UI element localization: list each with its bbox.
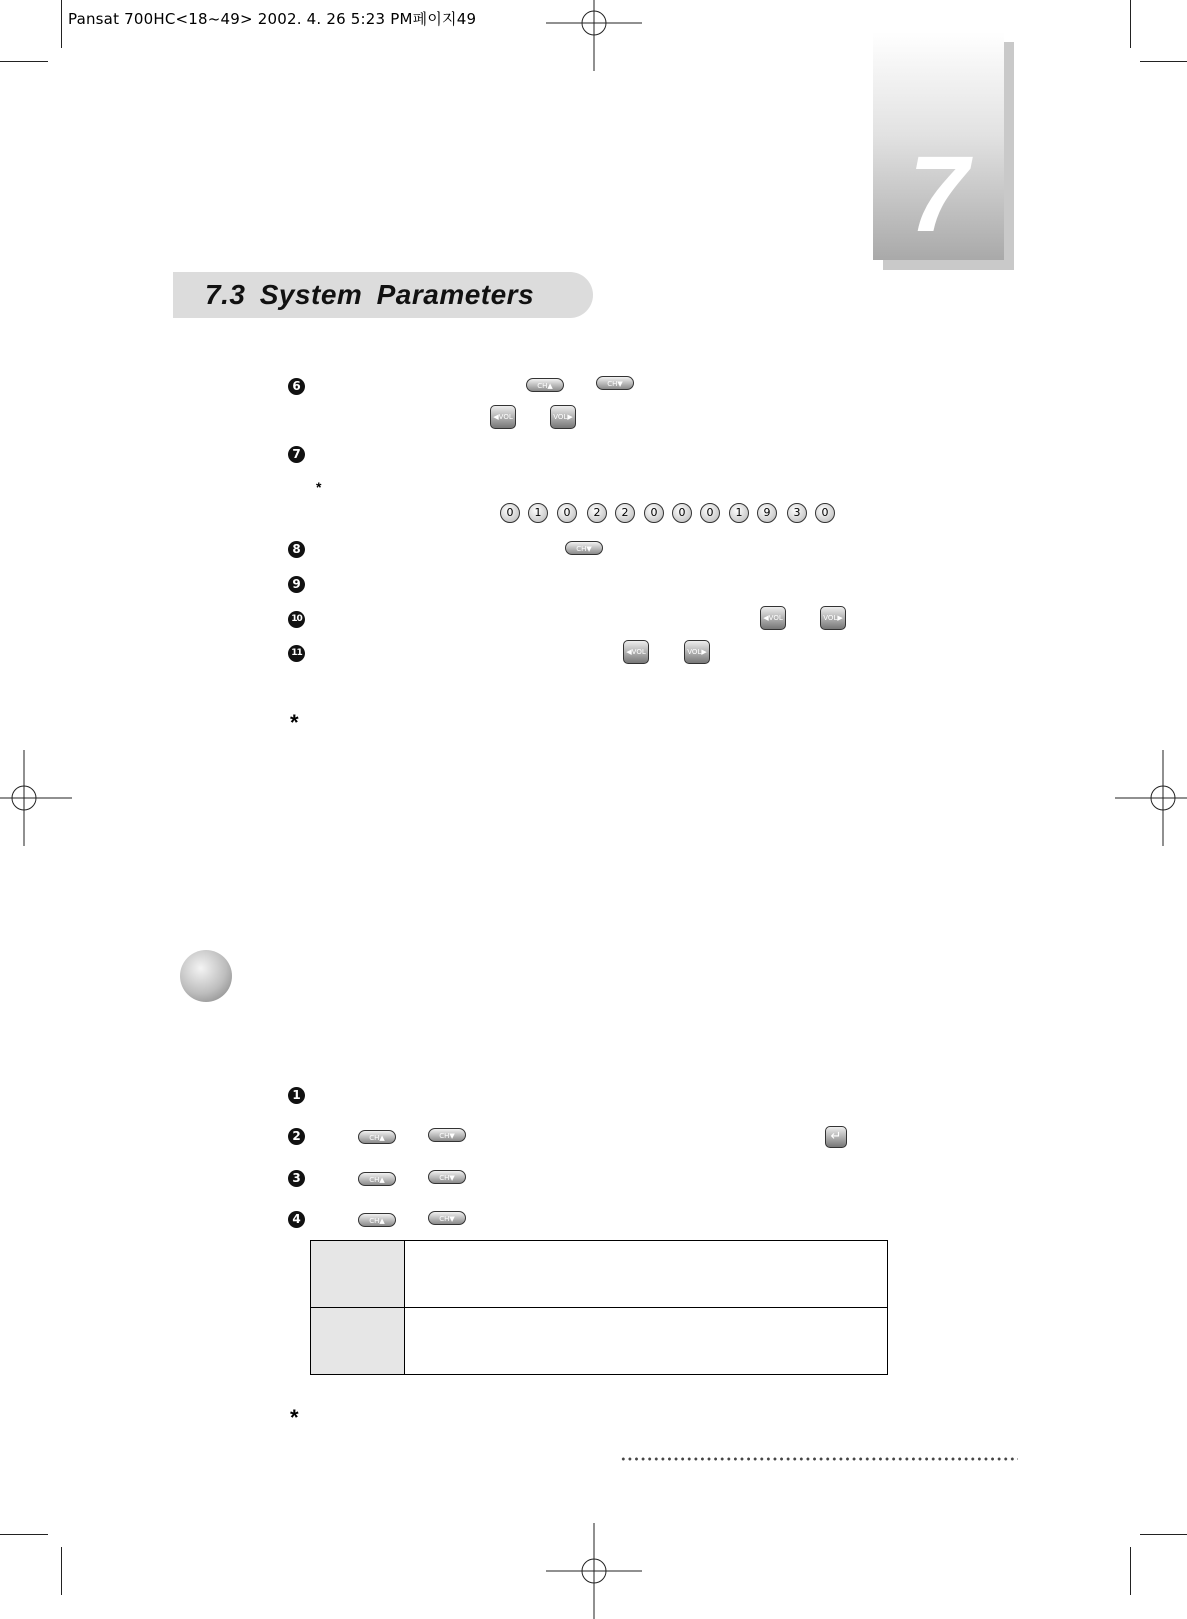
print-header: Pansat 700HC<18~49> 2002. 4. 26 5:23 PM페이지49 <box>68 10 477 28</box>
step-marker: 4 <box>288 1211 305 1228</box>
digit-button: 0 <box>815 503 835 523</box>
footer-dotted-rule <box>620 1457 1018 1461</box>
section-title: 7.3 System Parameters <box>205 279 535 310</box>
ch-up-button: CH▲ <box>526 378 564 392</box>
digit-button: 0 <box>557 503 577 523</box>
digit-button: 0 <box>700 503 720 523</box>
digit-button: 1 <box>729 503 749 523</box>
registration-mark-bottom <box>546 1523 642 1619</box>
table-key-cell <box>311 1308 405 1375</box>
step-marker: 8 <box>288 541 305 558</box>
vol-right-button: VOL▶ <box>684 640 710 664</box>
table-value-cell <box>405 1241 888 1308</box>
digit-button: 2 <box>587 503 607 523</box>
step-marker: 1 <box>288 1087 305 1104</box>
table-key-cell <box>311 1241 405 1308</box>
subsection-bullet-sphere <box>180 950 232 1002</box>
step-marker: 3 <box>288 1170 305 1187</box>
digit-button: 2 <box>615 503 635 523</box>
step-marker: 10 <box>288 611 305 628</box>
vol-left-button: ◀VOL <box>760 606 786 630</box>
chapter-number: 7 <box>908 133 969 254</box>
vol-left-button: ◀VOL <box>623 640 649 664</box>
note-marker: * <box>290 1405 299 1430</box>
ch-up-button: CH▲ <box>358 1213 396 1227</box>
registration-mark-right <box>1115 750 1187 846</box>
options-table <box>310 1240 888 1375</box>
ch-down-button: CH▼ <box>428 1128 466 1142</box>
table-row <box>311 1308 888 1375</box>
step-marker: 2 <box>288 1128 305 1145</box>
ch-down-button: CH▼ <box>428 1211 466 1225</box>
note-marker: * <box>316 479 322 495</box>
ch-up-button: CH▲ <box>358 1172 396 1186</box>
digit-button: 9 <box>757 503 777 523</box>
step-marker: 9 <box>288 576 305 593</box>
step-marker: 11 <box>288 645 305 662</box>
registration-mark-top <box>546 0 642 71</box>
note-marker: * <box>290 710 299 735</box>
digit-button: 0 <box>644 503 664 523</box>
registration-mark-left <box>0 750 72 846</box>
vol-left-button: ◀VOL <box>490 405 516 429</box>
table-row <box>311 1241 888 1308</box>
ch-down-button: CH▼ <box>596 376 634 390</box>
ch-down-button: CH▼ <box>565 541 603 555</box>
ch-down-button: CH▼ <box>428 1170 466 1184</box>
step-marker: 6 <box>288 378 305 395</box>
digit-button: 0 <box>672 503 692 523</box>
vol-right-button: VOL▶ <box>820 606 846 630</box>
digit-button: 1 <box>528 503 548 523</box>
digit-button: 3 <box>787 503 807 523</box>
table-value-cell <box>405 1308 888 1375</box>
vol-right-button: VOL▶ <box>550 405 576 429</box>
digit-button: 0 <box>500 503 520 523</box>
step-marker: 7 <box>288 446 305 463</box>
enter-button: ↵ <box>825 1126 847 1148</box>
ch-up-button: CH▲ <box>358 1130 396 1144</box>
